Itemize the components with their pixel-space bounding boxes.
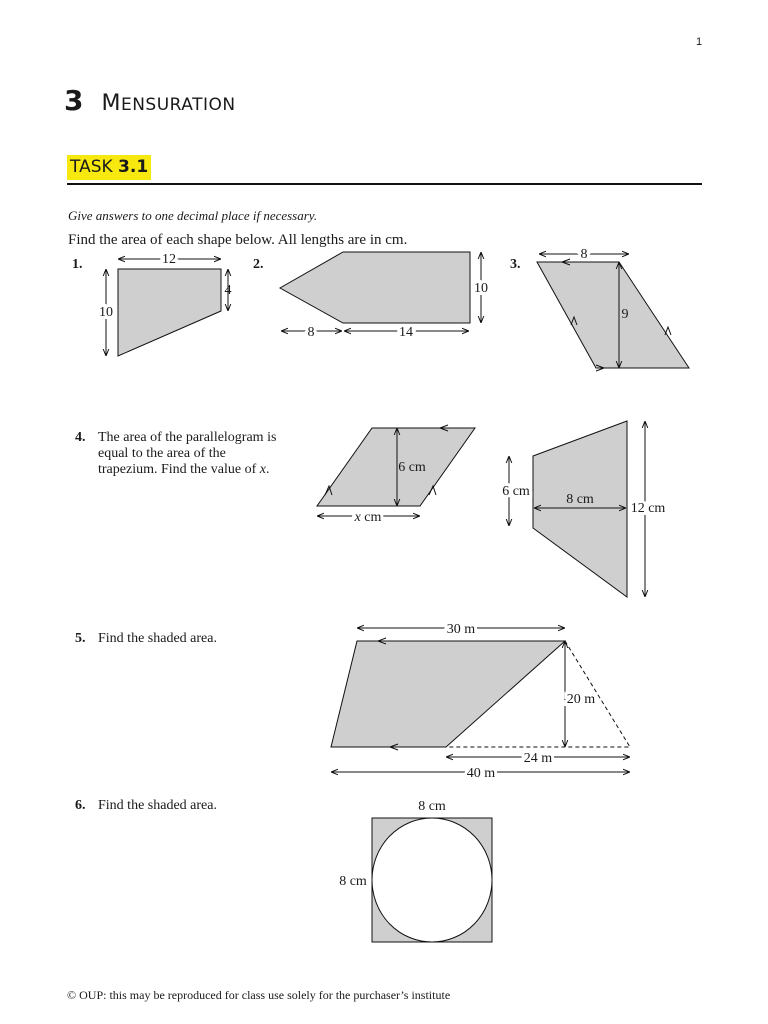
chapter-title-initial: M <box>101 91 121 116</box>
q5-text: Find the shaded area. <box>98 631 217 646</box>
q2-number: 2. <box>253 257 264 272</box>
q4-para-label-base: x cm <box>354 510 382 525</box>
q4-var-x: x <box>259 462 266 477</box>
q4-text-line-1: The area of the parallelogram is <box>98 430 277 445</box>
q4-trap-label-right: 12 cm <box>630 501 666 516</box>
q4-trap-label-left: 6 cm <box>502 484 530 499</box>
q2-label-bottom-left: 8 <box>307 325 315 340</box>
q6-text: Find the shaded area. <box>98 798 217 813</box>
q1-number: 1. <box>72 257 83 272</box>
q5-label-bottom: 40 m <box>466 766 496 781</box>
q4-trap-label-middle: 8 cm <box>566 492 594 507</box>
q6-circle <box>372 818 492 942</box>
q4-text-line-3: trapezium. Find the value of x. <box>98 462 270 477</box>
intro-text: Find the area of each shape below. All lengths are in cm. <box>68 232 408 248</box>
q3-parallel-mark-right <box>665 327 671 335</box>
instruction: Give answers to one decimal place if necessary. <box>68 208 318 223</box>
q3-number: 3. <box>510 257 521 272</box>
q5-label-bottom-mid: 24 m <box>523 751 553 766</box>
q5-label-top: 30 m <box>446 622 476 637</box>
q1-shape <box>118 269 221 356</box>
q5-number: 5. <box>75 631 86 646</box>
chapter-title-rest: ENSURATION <box>120 95 236 115</box>
q3-label-top: 8 <box>580 247 588 262</box>
q3-shape <box>537 262 689 368</box>
q4-para-shape <box>317 428 475 506</box>
q3-label-height: 9 <box>621 307 629 322</box>
q4-trap-shape <box>533 421 627 597</box>
task-prefix: TASK <box>70 157 119 177</box>
q1-label-top: 12 <box>162 252 176 267</box>
q2-shape <box>280 252 470 323</box>
q2-label-right: 10 <box>474 281 488 296</box>
q4-para-label-height: 6 cm <box>398 460 426 475</box>
q4-text-line-2: equal to the area of the <box>98 446 226 461</box>
q6-label-top: 8 cm <box>418 799 446 814</box>
q1-label-right: 4 <box>224 283 232 298</box>
q2-label-bottom-right: 14 <box>399 325 413 340</box>
q5-label-height: 20 m <box>566 692 596 707</box>
chapter-number: 3 <box>64 84 84 117</box>
page-number: 1 <box>696 36 703 48</box>
q4-number: 4. <box>75 430 86 445</box>
footer-copyright: © OUP: this may be reproduced for class use solely for the purchaser’s institute <box>67 988 451 1002</box>
task-number: 3.1 <box>118 157 149 177</box>
q1-label-left: 10 <box>99 305 113 320</box>
q6-number: 6. <box>75 798 86 813</box>
q5-shape <box>331 641 565 747</box>
q6-label-left: 8 cm <box>339 874 367 889</box>
